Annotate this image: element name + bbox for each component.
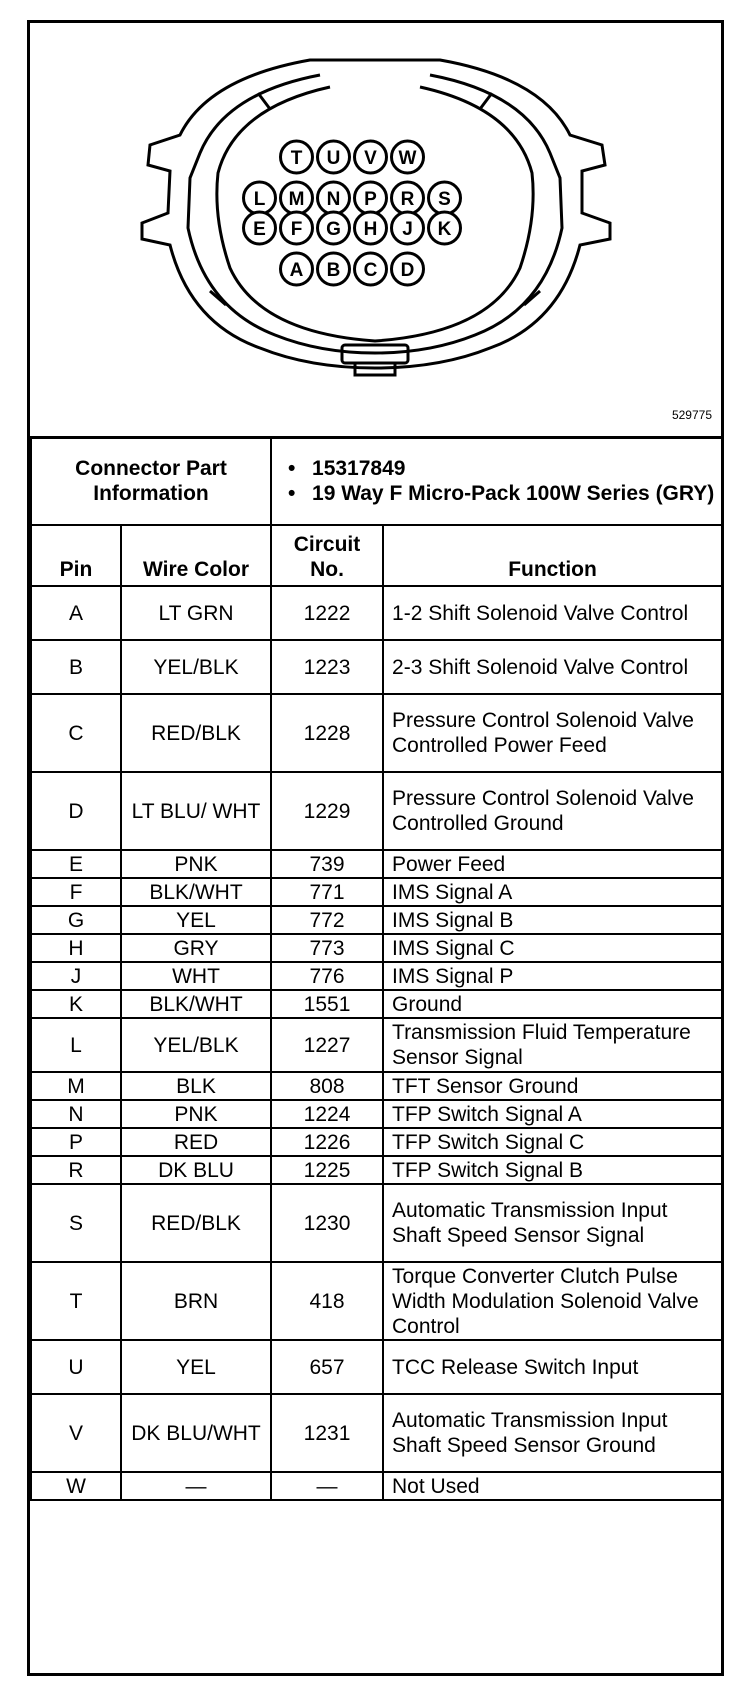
table-row — [31, 640, 722, 694]
table-row — [31, 1340, 722, 1394]
circuit-cell: 773 — [271, 934, 383, 962]
pin-cell: W — [31, 1472, 121, 1500]
table-row — [31, 1184, 722, 1262]
connector-face-drawing — [30, 23, 721, 436]
pin-cell: C — [31, 694, 121, 772]
wire-color-cell: LT GRN — [121, 586, 271, 640]
circuit-cell: 657 — [271, 1340, 383, 1394]
circuit-cell: 1551 — [271, 990, 383, 1018]
wire-color-cell: RED/BLK — [121, 694, 271, 772]
wire-color-cell: LT BLU/ WHT — [121, 772, 271, 850]
function-cell: TFP Switch Signal A — [383, 1100, 722, 1128]
function-cell: Transmission Fluid Temperature Sensor Signal — [383, 1018, 722, 1072]
pin-label-l: L — [253, 189, 266, 210]
function-cell: Power Feed — [383, 850, 722, 878]
table-row — [31, 1128, 722, 1156]
pin-label-c: C — [363, 260, 378, 281]
connector-face-figure — [30, 23, 721, 439]
wire-color-cell: PNK — [121, 1100, 271, 1128]
wire-color-cell: BLK/WHT — [121, 878, 271, 906]
wire-color-cell: RED — [121, 1128, 271, 1156]
pin-cell: K — [31, 990, 121, 1018]
wire-color-cell: RED/BLK — [121, 1184, 271, 1262]
pin-cell: D — [31, 772, 121, 850]
function-cell: TFP Switch Signal B — [383, 1156, 722, 1184]
pin-cell: G — [31, 906, 121, 934]
pin-label-u: U — [326, 148, 341, 169]
pin-cell: T — [31, 1262, 121, 1340]
connector-description: • 19 Way F Micro-Pack 100W Series (GRY) — [288, 481, 715, 506]
pin-cell: L — [31, 1018, 121, 1072]
pin-label-r: R — [400, 189, 415, 210]
pin-label-a: A — [289, 260, 304, 281]
pin-label-m: M — [288, 189, 305, 210]
circuit-cell: 1224 — [271, 1100, 383, 1128]
circuit-cell: 1222 — [271, 586, 383, 640]
function-cell: 2-3 Shift Solenoid Valve Control — [383, 640, 722, 694]
function-cell: IMS Signal B — [383, 906, 722, 934]
pin-label-v: V — [364, 148, 377, 169]
circuit-cell: 771 — [271, 878, 383, 906]
pin-label-g: G — [326, 219, 341, 240]
wire-color-cell: GRY — [121, 934, 271, 962]
circuit-cell: 1231 — [271, 1394, 383, 1472]
connector-diagram-frame — [27, 20, 724, 1676]
column-header-wire-color: Wire Color — [121, 525, 271, 586]
pin-cell: H — [31, 934, 121, 962]
function-cell: Pressure Control Solenoid Valve Controlled Ground — [383, 772, 722, 850]
table-row — [31, 772, 722, 850]
connector-info-items — [271, 437, 722, 525]
table-row — [31, 850, 722, 878]
pin-cell: N — [31, 1100, 121, 1128]
wire-color-cell: DK BLU — [121, 1156, 271, 1184]
circuit-cell: 1226 — [271, 1128, 383, 1156]
table-row — [31, 906, 722, 934]
function-cell: Pressure Control Solenoid Valve Controlled Power Feed — [383, 694, 722, 772]
pin-cell: F — [31, 878, 121, 906]
column-header-row — [31, 525, 722, 586]
pin-label-w: W — [398, 148, 417, 169]
wire-color-cell: — — [121, 1472, 271, 1500]
function-cell: IMS Signal P — [383, 962, 722, 990]
function-cell: TCC Release Switch Input — [383, 1340, 722, 1394]
pin-cell: S — [31, 1184, 121, 1262]
circuit-cell: 418 — [271, 1262, 383, 1340]
table-row — [31, 1018, 722, 1072]
table-row — [31, 934, 722, 962]
table-row — [31, 586, 722, 640]
wire-color-cell: WHT — [121, 962, 271, 990]
table-row — [31, 878, 722, 906]
table-row — [31, 694, 722, 772]
table-row — [31, 1072, 722, 1100]
wire-color-cell: BRN — [121, 1262, 271, 1340]
function-cell: Ground — [383, 990, 722, 1018]
wire-color-cell: YEL/BLK — [121, 640, 271, 694]
pin-label-k: K — [437, 219, 452, 240]
function-cell: Automatic Transmission Input Shaft Speed Sensor Ground — [383, 1394, 722, 1472]
pin-label-s: S — [438, 189, 451, 210]
pin-label-f: F — [290, 219, 303, 240]
wire-color-cell: PNK — [121, 850, 271, 878]
function-cell: Not Used — [383, 1472, 722, 1500]
pin-cell: U — [31, 1340, 121, 1394]
function-cell: IMS Signal A — [383, 878, 722, 906]
pin-cell: M — [31, 1072, 121, 1100]
pin-label-d: D — [400, 260, 415, 281]
pin-label-j: J — [402, 219, 413, 240]
pin-label-p: P — [364, 189, 377, 210]
circuit-cell: 1229 — [271, 772, 383, 850]
pinout-table — [30, 436, 723, 1501]
wire-color-cell: YEL — [121, 1340, 271, 1394]
circuit-cell: 808 — [271, 1072, 383, 1100]
function-cell: Torque Converter Clutch Pulse Width Modulation Solenoid Valve Control — [383, 1262, 722, 1340]
pin-cell: A — [31, 586, 121, 640]
circuit-cell: 739 — [271, 850, 383, 878]
pin-label-h: H — [363, 219, 378, 240]
table-row — [31, 1262, 722, 1340]
wire-color-cell: BLK/WHT — [121, 990, 271, 1018]
function-cell: TFT Sensor Ground — [383, 1072, 722, 1100]
circuit-cell: 1223 — [271, 640, 383, 694]
pin-label-e: E — [253, 219, 266, 240]
wire-color-cell: YEL — [121, 906, 271, 934]
pin-label-t: T — [290, 148, 303, 169]
function-cell: Automatic Transmission Input Shaft Speed Sensor Signal — [383, 1184, 722, 1262]
table-row — [31, 990, 722, 1018]
pin-label-n: N — [326, 189, 341, 210]
figure-id-label: 529775 — [671, 408, 712, 422]
column-header-circuit: Circuit No. — [271, 525, 383, 586]
table-row — [31, 962, 722, 990]
connector-info-row — [31, 437, 722, 525]
pin-cell: J — [31, 962, 121, 990]
circuit-cell: 1225 — [271, 1156, 383, 1184]
circuit-cell: 776 — [271, 962, 383, 990]
column-header-function: Function — [383, 525, 722, 586]
pin-label-b: B — [326, 260, 341, 281]
function-cell: TFP Switch Signal C — [383, 1128, 722, 1156]
function-cell: IMS Signal C — [383, 934, 722, 962]
wire-color-cell: YEL/BLK — [121, 1018, 271, 1072]
circuit-cell: 1228 — [271, 694, 383, 772]
circuit-cell: — — [271, 1472, 383, 1500]
table-row — [31, 1472, 722, 1500]
pin-cell: B — [31, 640, 121, 694]
table-row — [31, 1100, 722, 1128]
circuit-cell: 1230 — [271, 1184, 383, 1262]
pin-cell: R — [31, 1156, 121, 1184]
circuit-cell: 1227 — [271, 1018, 383, 1072]
circuit-cell: 772 — [271, 906, 383, 934]
pin-cell: P — [31, 1128, 121, 1156]
wire-color-cell: BLK — [121, 1072, 271, 1100]
connector-part-number: • 15317849 — [288, 456, 715, 481]
pin-cell: V — [31, 1394, 121, 1472]
connector-pins — [244, 141, 461, 285]
wire-color-cell: DK BLU/WHT — [121, 1394, 271, 1472]
table-row — [31, 1394, 722, 1472]
connector-info-label: Connector Part Information — [31, 437, 271, 525]
table-row — [31, 1156, 722, 1184]
pin-cell: E — [31, 850, 121, 878]
column-header-pin: Pin — [31, 525, 121, 586]
function-cell: 1-2 Shift Solenoid Valve Control — [383, 586, 722, 640]
